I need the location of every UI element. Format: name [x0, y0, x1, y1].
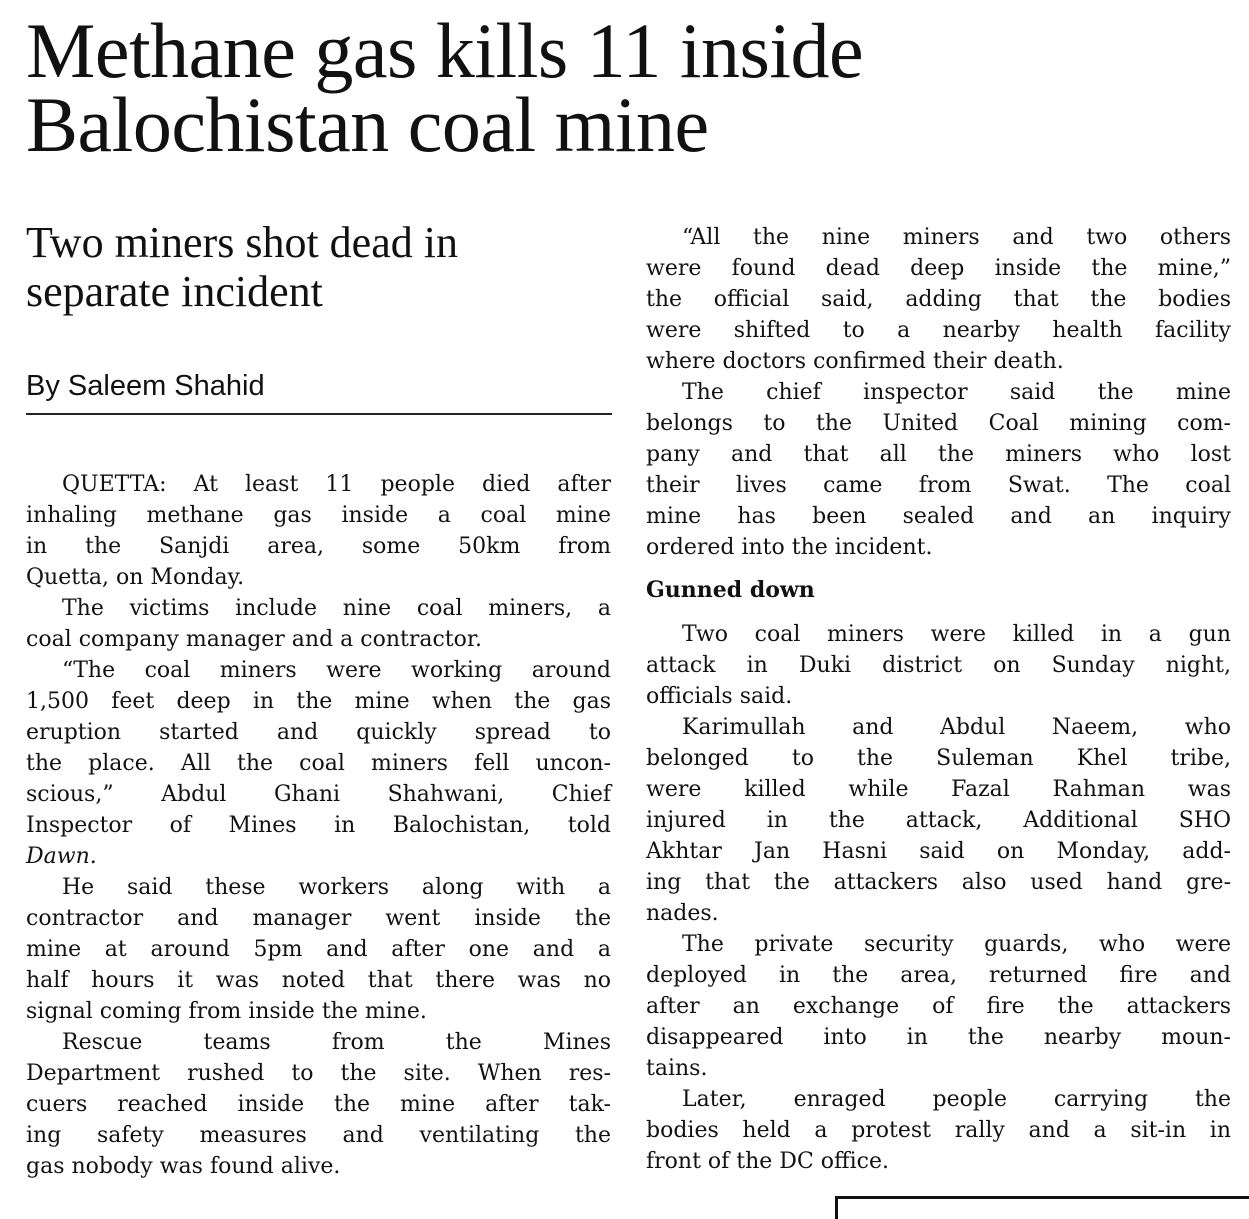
paragraph: [646, 377, 1231, 563]
text-line: disappeared into in the nearby moun-: [646, 1025, 1231, 1050]
text-line: 1,500 feet deep in the mine when the gas: [26, 689, 611, 714]
text-line: Department rushed to the site. When res-: [26, 1061, 611, 1086]
text-line: Two coal miners were killed in a gun: [682, 622, 1231, 647]
text-line: ordered into the incident.: [646, 535, 933, 560]
section-heading: Gunned down: [646, 577, 815, 603]
paragraph: [646, 712, 1231, 929]
text-line: Akhtar Jan Hasni said on Monday, add-: [646, 839, 1231, 864]
text-line: The victims include nine coal miners, a: [62, 596, 611, 621]
text-line: injured in the attack, Additional SHO: [646, 808, 1231, 833]
article-column-right: [646, 222, 1231, 1177]
text-line: contractor and manager went inside the: [26, 906, 611, 931]
headline: [26, 7, 1226, 168]
paragraph: [26, 593, 611, 655]
headline-line: Balochistan coal mine: [26, 81, 709, 168]
text-line: ing safety measures and ventilating the: [26, 1123, 611, 1148]
paragraph: [646, 222, 1231, 377]
text-line: Karimullah and Abdul Naeem, who: [682, 715, 1231, 740]
paragraph: [646, 929, 1231, 1084]
subheadline: [26, 218, 616, 316]
byline: By Saleem Shahid: [26, 370, 265, 402]
text-line: “The coal miners were working around: [62, 658, 611, 683]
paragraph: [26, 469, 611, 593]
text-line: cuers reached inside the mine after tak-: [26, 1092, 611, 1117]
text-line: half hours it was noted that there was no: [26, 968, 611, 993]
byline-divider: [26, 413, 612, 415]
text-line: signal coming from inside the mine.: [26, 999, 427, 1024]
text-line: Dawn.: [26, 844, 97, 869]
text-line: scious,” Abdul Ghani Shahwani, Chief: [26, 782, 611, 807]
text-line: eruption started and quickly spread to: [26, 720, 611, 745]
text-line: the place. All the coal miners fell uncon-: [26, 751, 611, 776]
paragraph: [26, 655, 611, 872]
text-line: the official said, adding that the bodies: [646, 287, 1231, 312]
text-line: “All the nine miners and two others: [682, 225, 1231, 250]
text-line: where doctors confirmed their death.: [646, 349, 1064, 374]
text-line: mine has been sealed and an inquiry: [646, 504, 1231, 529]
text-line: were shifted to a nearby health facility: [646, 318, 1231, 343]
text-line: The chief inspector said the mine: [682, 380, 1231, 405]
text-line: coal company manager and a contractor.: [26, 627, 482, 652]
text-line: Inspector of Mines in Balochistan, told: [26, 813, 611, 838]
text-line: were killed while Fazal Rahman was: [646, 777, 1231, 802]
text-line: pany and that all the miners who lost: [646, 442, 1231, 467]
text-line: Rescue teams from the Mines: [62, 1030, 611, 1055]
text-line: officials said.: [646, 684, 793, 709]
subheadline-line: Two miners shot dead in: [26, 218, 458, 267]
text-line: attack in Duki district on Sunday night,: [646, 653, 1231, 678]
text-line: belongs to the United Coal mining com-: [646, 411, 1231, 436]
text-line: The private security guards, who were: [682, 932, 1231, 957]
text-line: QUETTA: At least 11 people died after: [62, 472, 611, 497]
text-line: after an exchange of fire the attackers: [646, 994, 1231, 1019]
text-line: deployed in the area, returned fire and: [646, 963, 1231, 988]
headline-line: Methane gas kills 11 inside: [26, 7, 864, 94]
text-line: their lives came from Swat. The coal: [646, 473, 1231, 498]
text-line: gas nobody was found alive.: [26, 1154, 341, 1179]
text-line: belonged to the Suleman Khel tribe,: [646, 746, 1231, 771]
text-line: He said these workers along with a: [62, 875, 611, 900]
paragraph: [26, 1027, 611, 1182]
text-line: Later, enraged people carrying the: [682, 1087, 1231, 1112]
text-line: tains.: [646, 1056, 708, 1081]
paragraph: [646, 1084, 1231, 1177]
paragraph: [26, 872, 611, 1027]
text-line: Quetta, on Monday.: [26, 565, 245, 590]
article-column-left: [26, 469, 611, 1182]
text-line: ing that the attackers also used hand gre-: [646, 870, 1231, 895]
text-line: were found dead deep inside the mine,”: [646, 256, 1231, 281]
adjacent-article-border: [835, 1196, 1249, 1219]
text-line: mine at around 5pm and after one and a: [26, 937, 611, 962]
text-line: inhaling methane gas inside a coal mine: [26, 503, 611, 528]
text-line: in the Sanjdi area, some 50km from: [26, 534, 611, 559]
text-line: front of the DC office.: [646, 1149, 890, 1174]
text-line: nades.: [646, 901, 719, 926]
text-line: bodies held a protest rally and a sit-in in: [646, 1118, 1231, 1143]
subheadline-line: separate incident: [26, 267, 323, 316]
paragraph: [646, 619, 1231, 712]
